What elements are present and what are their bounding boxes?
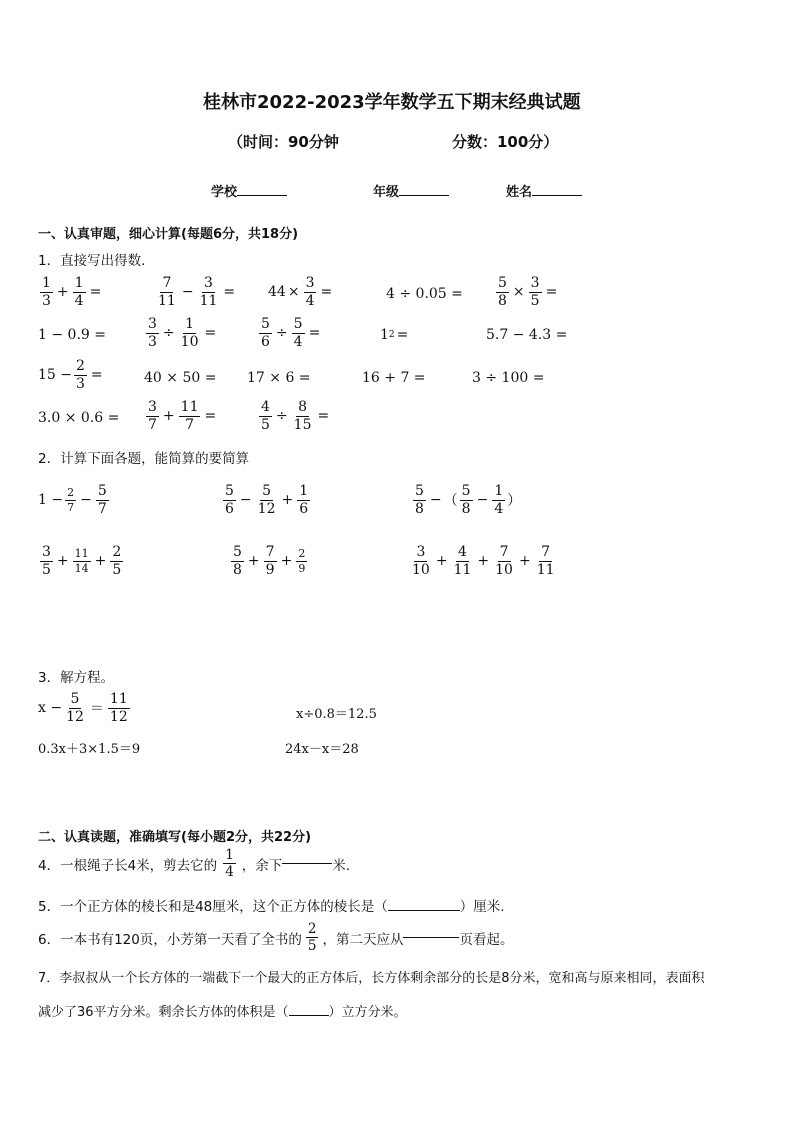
- expr: 16 + 7 =: [362, 370, 426, 386]
- fraction: $\frac{5}{7}$: [97, 483, 107, 517]
- fraction: $\frac{2}{9}$: [298, 547, 306, 575]
- expr: 3 ÷ 100 =: [472, 370, 545, 386]
- expr: 1 − 0.9 =: [38, 327, 106, 343]
- equation: x − $\frac{5}{12}$ ＝ $\frac{11}{12}$: [38, 691, 128, 725]
- fraction: $\frac{1}{4}$: [225, 847, 234, 881]
- section-1-title: 一、认真审题，细心计算(每题6分，共18分): [38, 227, 299, 242]
- grade-field: [373, 181, 449, 200]
- fraction: $\frac{7}{9}$: [265, 544, 275, 578]
- grade-label: 年级: [373, 185, 400, 200]
- fraction: $\frac{2}{5}$: [112, 544, 122, 578]
- fraction: $\frac{11}{12}$: [109, 691, 128, 725]
- fraction: $\frac{11}{14}$: [74, 547, 89, 575]
- answer-blank: [289, 1015, 329, 1016]
- fraction: $\frac{2}{3}$: [76, 358, 85, 392]
- fraction: $\frac{3}{4}$: [305, 275, 315, 309]
- page-title: 桂林市2022-2023学年数学五下期末经典试题: [203, 92, 581, 113]
- fraction: $\frac{5}{8}$: [233, 544, 242, 578]
- expr: $\frac{3}{10}$ + $\frac{4}{11}$ + $\frac{7}{10}$ + $\frac{7}{11}$: [412, 544, 555, 578]
- fraction: $\frac{5}{6}$: [261, 316, 270, 350]
- name-label: 姓名: [506, 185, 533, 200]
- fraction: $\frac{4}{11}$: [453, 544, 472, 578]
- question-7-line-1: 7．李叔叔从一个长方体的一端截下一个最大的正方体后，长方体剩余部分的长是8分米，宽和高与原来相同，表面积: [38, 971, 705, 986]
- expr: $\frac{5}{8}$ + $\frac{7}{9}$ + $\frac{2}{9}$: [233, 544, 306, 578]
- question-7-line-2: 减少了36平方分米。剩余长方体的体积是（ ）立方分米。: [38, 1005, 407, 1020]
- expr: 1 − $\frac{2}{7}$ − $\frac{5}{7}$: [38, 483, 107, 517]
- expr: 1 2 =: [380, 327, 409, 343]
- expr: 5.7 − 4.3 =: [486, 327, 568, 343]
- answer-blank: [403, 937, 459, 938]
- fraction: $\frac{3}{3}$: [148, 316, 157, 350]
- school-field: [211, 181, 287, 200]
- expr: $\frac{5}{8}$ × $\frac{3}{5}$ =: [498, 275, 558, 309]
- question-3: 3．解方程。: [38, 670, 115, 686]
- fraction: $\frac{5}{4}$: [293, 316, 303, 350]
- expr: $\frac{7}{11}$ − $\frac{3}{11}$ =: [158, 275, 236, 309]
- fraction: $\frac{1}{4}$: [74, 275, 84, 309]
- expr: 44 × $\frac{3}{4}$ =: [268, 275, 333, 309]
- equation: 0.3x＋3×1.5＝9: [38, 742, 141, 757]
- section-2-title: 二、认真读题，准确填写(每小题2分，共22分): [38, 830, 312, 845]
- expr: $\frac{5}{6}$ − $\frac{5}{12}$ + $\frac{1}{6}$: [225, 483, 309, 517]
- fraction: $\frac{5}{6}$: [225, 483, 234, 517]
- expr: $\frac{3}{3}$ ÷ $\frac{1}{10}$ =: [148, 316, 217, 350]
- question-6: 6．一本书有120页，小芳第一天看了全书的 $\frac{2}{5}$ ，第二天应从 页看起。: [38, 921, 514, 955]
- fraction: $\frac{11}{7}$: [180, 399, 199, 433]
- fraction: $\frac{3}{10}$: [412, 544, 430, 578]
- fraction: $\frac{1}{4}$: [494, 483, 504, 517]
- fraction: $\frac{2}{7}$: [67, 486, 75, 514]
- name-field: [506, 181, 582, 200]
- fraction: $\frac{4}{5}$: [261, 399, 270, 433]
- fraction: $\frac{1}{6}$: [299, 483, 309, 517]
- exam-time: （时间：90分钟: [228, 133, 339, 151]
- answer-blank: [388, 910, 460, 911]
- fraction: $\frac{5}{8}$: [498, 275, 507, 309]
- fraction: $\frac{7}{10}$: [495, 544, 513, 578]
- fraction: $\frac{3}{11}$: [199, 275, 218, 309]
- grade-blank: [399, 195, 449, 196]
- equation: x÷0.8＝12.5: [296, 707, 377, 722]
- fraction: $\frac{3}{5}$: [530, 275, 540, 309]
- expr: 4 ÷ 0.05 =: [386, 286, 463, 302]
- exam-score: 分数：100分）: [452, 133, 559, 151]
- expr: $\frac{4}{5}$ ÷ $\frac{8}{15}$ =: [261, 399, 330, 433]
- expr: $\frac{1}{3}$ + $\frac{1}{4}$ =: [42, 275, 102, 309]
- fraction: $\frac{1}{3}$: [42, 275, 51, 309]
- question-5: 5．一个正方体的棱长和是48厘米，这个正方体的棱长是（ ）厘米.: [38, 899, 505, 915]
- answer-blank: [282, 863, 332, 864]
- expr: 17 × 6 =: [247, 370, 311, 386]
- name-blank: [532, 195, 582, 196]
- fraction: $\frac{8}{15}$: [293, 399, 312, 433]
- expr: 40 × 50 =: [144, 370, 217, 386]
- question-2: 2．计算下面各题，能简算的要简算: [38, 451, 250, 467]
- fraction: $\frac{2}{5}$: [307, 921, 317, 955]
- school-label: 学校: [211, 185, 238, 200]
- fraction: $\frac{5}{8}$: [461, 483, 471, 517]
- expr: $\frac{3}{7}$ + $\frac{11}{7}$ =: [148, 399, 217, 433]
- fraction: $\frac{5}{8}$: [415, 483, 424, 517]
- fraction: $\frac{5}{12}$: [66, 691, 84, 725]
- fraction: $\frac{3}{7}$: [148, 399, 157, 433]
- question-4: 4．一根绳子长4米，剪去它的 $\frac{1}{4}$ ，余下 米.: [38, 847, 351, 881]
- expr: $\frac{5}{8}$ − （ $\frac{5}{8}$ − $\frac{1}{4}$ ）: [415, 483, 522, 517]
- school-blank: [237, 195, 287, 196]
- expr: 15 − $\frac{2}{3}$ =: [38, 358, 103, 392]
- question-1: 1．直接写出得数.: [38, 253, 146, 269]
- fraction: $\frac{7}{11}$: [158, 275, 176, 309]
- fraction: $\frac{7}{11}$: [536, 544, 555, 578]
- fraction: $\frac{1}{10}$: [180, 316, 199, 350]
- fraction: $\frac{3}{5}$: [42, 544, 51, 578]
- expr: $\frac{3}{5}$ + $\frac{11}{14}$ + $\frac{2}{5}$: [42, 544, 122, 578]
- equation: 24x－x＝28: [285, 742, 359, 757]
- expr: 3.0 × 0.6 =: [38, 410, 120, 426]
- expr: $\frac{5}{6}$ ÷ $\frac{5}{4}$ =: [261, 316, 321, 350]
- fraction: $\frac{5}{12}$: [257, 483, 276, 517]
